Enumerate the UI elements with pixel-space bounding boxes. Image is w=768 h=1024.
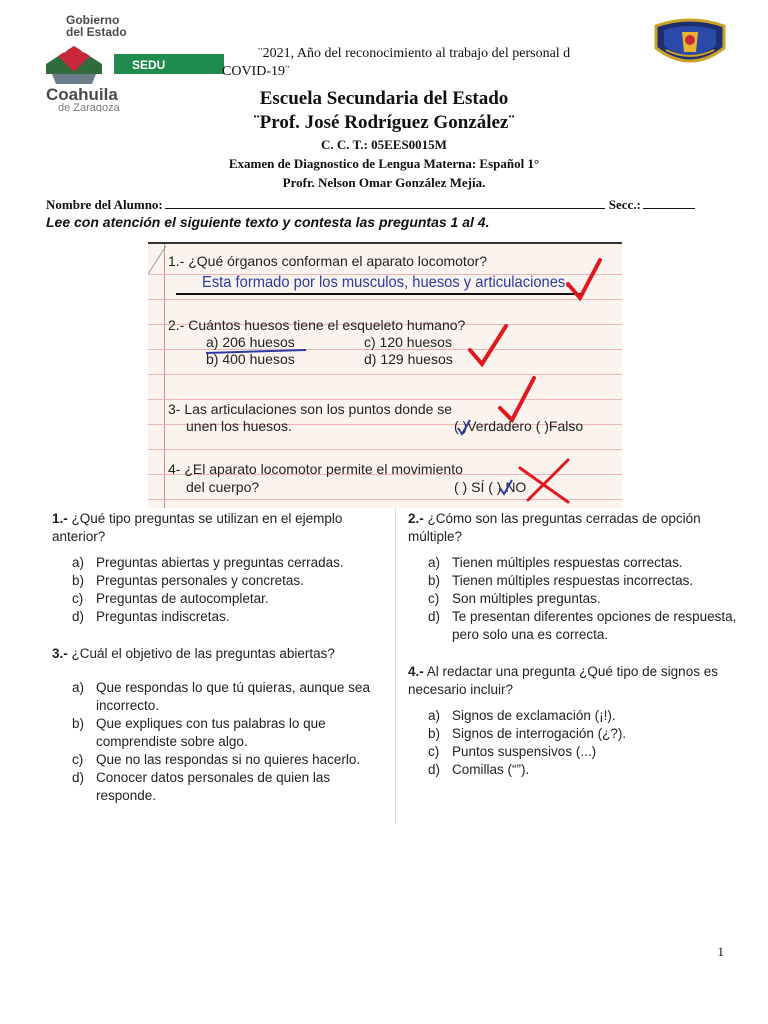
option-item[interactable] — [52, 769, 382, 805]
question-text: ¿Qué tipo preguntas se utilizan en el ejemplo anterior? — [52, 511, 343, 544]
option-text: Puntos suspensivos (...) — [452, 744, 597, 759]
page-number: 1 — [717, 944, 724, 959]
example-q1-answer: Esta formado por los musculos, huesos y articulaciones. — [202, 274, 570, 291]
motto-line-1: ¨2021, Año del reconocimiento al trabajo del personal d — [258, 46, 571, 61]
example-q4-line1: 4- ¿El aparato locomotor permite el movimiento — [168, 461, 463, 477]
example-q2-option-a: a) 206 huesos — [206, 334, 295, 350]
option-letter: b) — [72, 573, 85, 588]
student-name-field[interactable] — [165, 196, 605, 209]
question-2 — [408, 510, 738, 644]
example-q2-option-b: b) 400 huesos — [206, 351, 295, 367]
option-text: Tienen múltiples respuestas correctas. — [452, 555, 683, 570]
option-item[interactable] — [52, 751, 382, 769]
option-item[interactable] — [408, 590, 738, 608]
option-letter: c) — [72, 752, 84, 767]
logo-subtitle: de Zaragoza — [58, 102, 120, 112]
option-letter: d) — [72, 770, 85, 785]
option-letter: b) — [428, 726, 441, 741]
option-text: Preguntas de autocompletar. — [96, 591, 269, 606]
option-text: Son múltiples preguntas. — [452, 591, 601, 606]
option-text: Que no las respondas si no quieres hacerlo. — [96, 752, 361, 767]
option-letter: d) — [72, 609, 85, 624]
option-text: Preguntas indiscretas. — [96, 609, 230, 624]
student-name-row — [46, 196, 695, 213]
option-letter: b) — [72, 716, 85, 731]
option-item[interactable] — [408, 725, 738, 743]
option-text: Comillas (“”). — [452, 762, 530, 777]
option-text: Signos de interrogación (¿?). — [452, 726, 627, 741]
option-item[interactable] — [408, 608, 738, 644]
option-item[interactable] — [408, 572, 738, 590]
check-mark-icon — [470, 326, 506, 364]
sedu-label: SEDU — [132, 58, 166, 72]
logo-line2: del Estado — [66, 25, 127, 39]
option-letter: c) — [428, 591, 440, 606]
motto-line-2: COVID-19¨ — [222, 64, 290, 79]
option-item[interactable] — [408, 743, 738, 761]
option-item[interactable] — [52, 715, 382, 751]
column-divider — [395, 508, 396, 824]
check-mark-icon — [568, 260, 600, 298]
option-letter: d) — [428, 762, 441, 777]
example-q3-line2: unen los huesos. — [186, 418, 292, 434]
example-notebook-image — [148, 242, 622, 508]
option-letter: a) — [428, 708, 441, 723]
example-grading-marks — [148, 244, 622, 508]
option-text: Signos de exclamación (¡!). — [452, 708, 616, 723]
question-text: Al redactar una pregunta ¿Qué tipo de signos es necesario incluir? — [408, 664, 718, 697]
instructions: Lee con atención el siguiente texto y contesta las preguntas 1 al 4. — [46, 214, 490, 230]
logo-state: Coahuila — [46, 85, 118, 104]
option-letter: c) — [428, 744, 440, 759]
question-number: 4.- — [408, 664, 424, 679]
example-q3-choice: ( )Verdadero ( )Falso — [454, 418, 584, 434]
option-item[interactable] — [408, 707, 738, 725]
example-q3-line1: 3- Las articulaciones son los puntos donde se — [168, 401, 453, 417]
exam-title: Examen de Diagnostico de Lengua Materna: Español 1° — [228, 156, 540, 171]
example-q2: 2.- Cuántos huesos tiene el esqueleto humano? — [168, 317, 466, 333]
tick-icon — [458, 420, 470, 434]
option-text: Tienen múltiples respuestas incorrectas. — [452, 573, 694, 588]
example-q4-line2: del cuerpo? — [186, 479, 260, 495]
teacher-name: Profr. Nelson Omar González Mejía. — [282, 175, 486, 190]
option-letter: b) — [428, 573, 441, 588]
check-mark-icon — [500, 378, 534, 420]
option-letter: d) — [428, 609, 441, 624]
option-letter: a) — [428, 555, 441, 570]
cross-mark-icon — [520, 460, 568, 502]
option-letter: a) — [72, 555, 85, 570]
option-text: Preguntas abiertas y preguntas cerradas. — [96, 555, 344, 570]
example-q4-choice: ( ) SÍ ( ) NO — [454, 479, 527, 495]
question-1 — [52, 510, 382, 626]
school-shield-logo — [650, 18, 730, 70]
section-field[interactable] — [643, 196, 695, 209]
student-name-label: Nombre del Alumno: — [46, 197, 163, 212]
school-namesake: ¨Prof. José Rodríguez González¨ — [253, 112, 515, 133]
option-text: Conocer datos personales de quien las responde. — [96, 770, 331, 803]
question-text: ¿Cómo son las preguntas cerradas de opción múltiple? — [408, 511, 701, 544]
cct-code: C. C. T.: 05EES0015M — [321, 137, 447, 152]
option-item[interactable] — [52, 679, 382, 715]
tick-icon — [500, 480, 512, 494]
option-text: Que respondas lo que tú quieras, aunque sea incorrecto. — [96, 680, 370, 713]
question-text: ¿Cuál el objetivo de las preguntas abiertas? — [71, 646, 335, 661]
option-letter: c) — [72, 591, 84, 606]
option-letter: a) — [72, 680, 85, 695]
question-number: 2.- — [408, 511, 424, 526]
option-item[interactable] — [408, 554, 738, 572]
option-item[interactable] — [52, 572, 382, 590]
option-text: Que expliques con tus palabras lo que comprendiste sobre algo. — [96, 716, 326, 749]
question-number: 1.- — [52, 511, 68, 526]
option-text: Preguntas personales y concretas. — [96, 573, 304, 588]
school-name: Escuela Secundaria del Estado — [259, 88, 509, 109]
logo-line1: Gobierno — [66, 13, 120, 27]
section-label: Secc.: — [608, 197, 641, 212]
option-item[interactable] — [52, 554, 382, 572]
option-item[interactable] — [408, 761, 738, 779]
option-item[interactable] — [52, 590, 382, 608]
example-q2-option-c: c) 120 huesos — [364, 334, 452, 350]
example-q1: 1.- ¿Qué órganos conforman el aparato locomotor? — [168, 253, 488, 269]
example-q2-option-d: d) 129 huesos — [364, 351, 453, 367]
question-number: 3.- — [52, 646, 68, 661]
question-3 — [52, 645, 382, 805]
option-text: Te presentan diferentes opciones de respuesta, pero solo una es correcta. — [452, 609, 737, 642]
question-4 — [408, 663, 738, 779]
option-item[interactable] — [52, 608, 382, 626]
